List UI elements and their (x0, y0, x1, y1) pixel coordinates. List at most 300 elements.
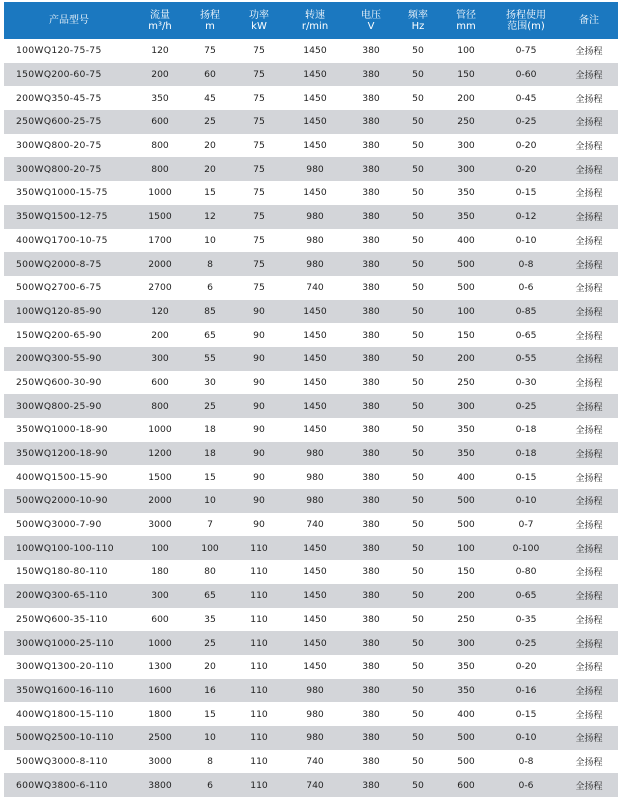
cell-diameter: 300 (457, 140, 475, 152)
cell-frequency: 50 (412, 234, 424, 246)
cell-note: 全扬程 (575, 426, 603, 437)
cell-model: 300WQ800-25-90 (16, 400, 102, 412)
cell-note: 全扬程 (575, 781, 603, 792)
cell-head: 12 (204, 211, 216, 223)
cell-power: 110 (250, 637, 268, 649)
cell-head: 6 (207, 779, 213, 791)
cell-note: 全扬程 (575, 47, 603, 58)
cell-voltage: 380 (362, 282, 380, 294)
cell-voltage: 380 (362, 329, 380, 341)
cell-model: 400WQ1500-15-90 (16, 471, 108, 483)
cell-head: 10 (204, 732, 216, 744)
cell-power: 110 (250, 566, 268, 578)
cell-speed: 1450 (303, 637, 327, 649)
cell-speed: 1450 (303, 376, 327, 388)
cell-head: 85 (204, 305, 216, 317)
cell-frequency: 50 (412, 376, 424, 388)
cell-speed: 1450 (303, 45, 327, 57)
cell-frequency: 50 (412, 424, 424, 436)
cell-head: 30 (204, 376, 216, 388)
cell-power: 75 (253, 69, 265, 81)
column-header-voltage: 电压 V (361, 9, 381, 32)
cell-model: 100WQ120-75-75 (16, 45, 102, 57)
cell-speed: 740 (306, 282, 324, 294)
cell-range: 0-15 (515, 187, 537, 199)
cell-head: 15 (204, 708, 216, 720)
cell-note: 全扬程 (575, 71, 603, 82)
header-row (4, 2, 618, 39)
cell-diameter: 100 (457, 305, 475, 317)
cell-head: 25 (204, 116, 216, 128)
cell-model: 300WQ800-20-75 (16, 163, 102, 175)
cell-range: 0-10 (515, 732, 537, 744)
cell-model: 250WQ600-30-90 (16, 376, 102, 388)
cell-voltage: 380 (362, 305, 380, 317)
cell-range: 0-65 (515, 590, 537, 602)
cell-flow: 600 (151, 376, 169, 388)
table-row (4, 205, 618, 229)
cell-head: 80 (204, 566, 216, 578)
cell-voltage: 380 (362, 661, 380, 673)
cell-speed: 980 (306, 732, 324, 744)
cell-model: 150WQ180-80-110 (16, 566, 108, 578)
cell-diameter: 100 (457, 45, 475, 57)
cell-note: 全扬程 (575, 165, 603, 176)
cell-speed: 1450 (303, 400, 327, 412)
cell-voltage: 380 (362, 779, 380, 791)
cell-model: 300WQ1000-25-110 (16, 637, 114, 649)
cell-diameter: 400 (457, 471, 475, 483)
cell-head: 100 (201, 542, 219, 554)
cell-note: 全扬程 (575, 450, 603, 461)
cell-model: 100WQ100-100-110 (16, 542, 114, 554)
cell-note: 全扬程 (575, 663, 603, 674)
cell-head: 65 (204, 329, 216, 341)
cell-frequency: 50 (412, 708, 424, 720)
cell-frequency: 50 (412, 755, 424, 767)
cell-head: 75 (204, 45, 216, 57)
cell-power: 90 (253, 400, 265, 412)
cell-frequency: 50 (412, 282, 424, 294)
table-row (4, 560, 618, 584)
cell-voltage: 380 (362, 400, 380, 412)
table-row (4, 608, 618, 632)
cell-speed: 1450 (303, 187, 327, 199)
cell-head: 10 (204, 495, 216, 507)
cell-frequency: 50 (412, 305, 424, 317)
cell-diameter: 500 (457, 495, 475, 507)
cell-speed: 1450 (303, 353, 327, 365)
cell-diameter: 400 (457, 234, 475, 246)
cell-model: 250WQ600-35-110 (16, 613, 108, 625)
cell-speed: 980 (306, 495, 324, 507)
cell-model: 200WQ300-55-90 (16, 353, 102, 365)
cell-head: 18 (204, 424, 216, 436)
cell-power: 90 (253, 519, 265, 531)
cell-frequency: 50 (412, 613, 424, 625)
table-row (4, 465, 618, 489)
cell-model: 500WQ3000-8-110 (16, 755, 108, 767)
cell-frequency: 50 (412, 684, 424, 696)
cell-frequency: 50 (412, 542, 424, 554)
cell-note: 全扬程 (575, 355, 603, 366)
pump-spec-table (4, 2, 618, 797)
cell-flow: 1000 (148, 187, 172, 199)
cell-voltage: 380 (362, 69, 380, 81)
cell-diameter: 350 (457, 661, 475, 673)
table-row (4, 39, 618, 63)
cell-range: 0-16 (515, 684, 537, 696)
cell-speed: 980 (306, 708, 324, 720)
table-row (4, 229, 618, 253)
cell-power: 110 (250, 755, 268, 767)
cell-flow: 200 (151, 329, 169, 341)
cell-diameter: 150 (457, 69, 475, 81)
cell-head: 8 (207, 755, 213, 767)
cell-range: 0-6 (518, 779, 534, 791)
cell-flow: 800 (151, 140, 169, 152)
cell-range: 0-25 (515, 400, 537, 412)
cell-speed: 1450 (303, 424, 327, 436)
cell-head: 45 (204, 92, 216, 104)
cell-frequency: 50 (412, 400, 424, 412)
cell-head: 7 (207, 519, 213, 531)
table-row (4, 323, 618, 347)
cell-diameter: 200 (457, 353, 475, 365)
cell-head: 55 (204, 353, 216, 365)
cell-head: 6 (207, 282, 213, 294)
cell-frequency: 50 (412, 258, 424, 270)
table-header (4, 2, 618, 39)
cell-model: 350WQ1000-18-90 (16, 424, 108, 436)
cell-note: 全扬程 (575, 757, 603, 768)
cell-frequency: 50 (412, 92, 424, 104)
cell-speed: 740 (306, 779, 324, 791)
table-row (4, 110, 618, 134)
cell-head: 8 (207, 258, 213, 270)
cell-speed: 740 (306, 519, 324, 531)
cell-power: 75 (253, 234, 265, 246)
cell-head: 10 (204, 234, 216, 246)
cell-range: 0-8 (518, 258, 534, 270)
cell-note: 全扬程 (575, 213, 603, 224)
table-row (4, 513, 618, 537)
cell-range: 0-20 (515, 661, 537, 673)
cell-power: 90 (253, 448, 265, 460)
cell-range: 0-12 (515, 211, 537, 223)
cell-voltage: 380 (362, 495, 380, 507)
cell-voltage: 380 (362, 566, 380, 578)
table-row (4, 584, 618, 608)
cell-speed: 980 (306, 448, 324, 460)
cell-model: 150WQ200-65-90 (16, 329, 102, 341)
cell-range: 0-20 (515, 140, 537, 152)
cell-voltage: 380 (362, 163, 380, 175)
cell-voltage: 380 (362, 424, 380, 436)
cell-power: 90 (253, 376, 265, 388)
cell-range: 0-6 (518, 282, 534, 294)
cell-diameter: 400 (457, 708, 475, 720)
cell-power: 90 (253, 471, 265, 483)
cell-flow: 1500 (148, 211, 172, 223)
cell-diameter: 350 (457, 684, 475, 696)
table-row (4, 157, 618, 181)
cell-flow: 200 (151, 69, 169, 81)
cell-speed: 980 (306, 234, 324, 246)
cell-note: 全扬程 (575, 497, 603, 508)
table-row (4, 134, 618, 158)
cell-voltage: 380 (362, 116, 380, 128)
cell-power: 75 (253, 163, 265, 175)
cell-flow: 2000 (148, 258, 172, 270)
cell-diameter: 150 (457, 566, 475, 578)
cell-range: 0-30 (515, 376, 537, 388)
cell-speed: 1450 (303, 116, 327, 128)
cell-speed: 1450 (303, 92, 327, 104)
cell-range: 0-85 (515, 305, 537, 317)
cell-frequency: 50 (412, 448, 424, 460)
cell-voltage: 380 (362, 519, 380, 531)
cell-frequency: 50 (412, 519, 424, 531)
cell-diameter: 500 (457, 282, 475, 294)
cell-model: 500WQ2000-10-90 (16, 495, 108, 507)
cell-model: 500WQ3000-7-90 (16, 519, 102, 531)
cell-voltage: 380 (362, 471, 380, 483)
cell-power: 110 (250, 732, 268, 744)
cell-range: 0-60 (515, 69, 537, 81)
cell-note: 全扬程 (575, 639, 603, 650)
cell-flow: 300 (151, 590, 169, 602)
cell-note: 全扬程 (575, 568, 603, 579)
cell-voltage: 380 (362, 376, 380, 388)
cell-range: 0-45 (515, 92, 537, 104)
cell-diameter: 500 (457, 755, 475, 767)
cell-power: 90 (253, 424, 265, 436)
cell-power: 110 (250, 542, 268, 554)
table-row (4, 418, 618, 442)
cell-flow: 100 (151, 542, 169, 554)
cell-power: 75 (253, 187, 265, 199)
cell-frequency: 50 (412, 353, 424, 365)
cell-range: 0-20 (515, 163, 537, 175)
cell-voltage: 380 (362, 613, 380, 625)
cell-head: 20 (204, 661, 216, 673)
cell-voltage: 380 (362, 140, 380, 152)
cell-range: 0-18 (515, 424, 537, 436)
cell-note: 全扬程 (575, 189, 603, 200)
cell-range: 0-100 (512, 542, 540, 554)
cell-diameter: 600 (457, 779, 475, 791)
cell-flow: 1200 (148, 448, 172, 460)
cell-flow: 1300 (148, 661, 172, 673)
cell-flow: 600 (151, 613, 169, 625)
column-header-range: 扬程使用 范围(m) (506, 9, 546, 32)
cell-range: 0-10 (515, 234, 537, 246)
column-header-head: 扬程 m (200, 9, 220, 32)
column-header-note: 备注 (579, 15, 599, 26)
cell-speed: 1450 (303, 542, 327, 554)
cell-power: 110 (250, 590, 268, 602)
cell-note: 全扬程 (575, 592, 603, 603)
cell-diameter: 350 (457, 187, 475, 199)
cell-frequency: 50 (412, 140, 424, 152)
cell-power: 75 (253, 211, 265, 223)
cell-frequency: 50 (412, 779, 424, 791)
cell-voltage: 380 (362, 542, 380, 554)
cell-range: 0-10 (515, 495, 537, 507)
cell-range: 0-25 (515, 637, 537, 649)
cell-voltage: 380 (362, 45, 380, 57)
cell-flow: 1700 (148, 234, 172, 246)
cell-power: 90 (253, 305, 265, 317)
cell-range: 0-8 (518, 755, 534, 767)
cell-note: 全扬程 (575, 260, 603, 271)
cell-flow: 300 (151, 353, 169, 365)
table-row (4, 276, 618, 300)
cell-model: 300WQ800-20-75 (16, 140, 102, 152)
cell-range: 0-80 (515, 566, 537, 578)
cell-frequency: 50 (412, 566, 424, 578)
cell-note: 全扬程 (575, 378, 603, 389)
cell-range: 0-7 (518, 519, 534, 531)
cell-power: 90 (253, 353, 265, 365)
cell-head: 15 (204, 471, 216, 483)
cell-diameter: 250 (457, 116, 475, 128)
cell-model: 350WQ1200-18-90 (16, 448, 108, 460)
table-row (4, 655, 618, 679)
cell-note: 全扬程 (575, 331, 603, 342)
cell-speed: 1450 (303, 305, 327, 317)
cell-speed: 1450 (303, 69, 327, 81)
table-row (4, 300, 618, 324)
cell-speed: 980 (306, 471, 324, 483)
cell-note: 全扬程 (575, 686, 603, 697)
cell-model: 300WQ1300-20-110 (16, 661, 114, 673)
cell-frequency: 50 (412, 661, 424, 673)
cell-power: 90 (253, 329, 265, 341)
cell-head: 18 (204, 448, 216, 460)
cell-note: 全扬程 (575, 521, 603, 532)
cell-model: 150WQ200-60-75 (16, 69, 102, 81)
cell-voltage: 380 (362, 637, 380, 649)
cell-note: 全扬程 (575, 402, 603, 413)
cell-frequency: 50 (412, 495, 424, 507)
cell-speed: 1450 (303, 566, 327, 578)
cell-voltage: 380 (362, 755, 380, 767)
cell-diameter: 500 (457, 258, 475, 270)
cell-head: 20 (204, 163, 216, 175)
cell-flow: 1800 (148, 708, 172, 720)
cell-model: 500WQ2000-8-75 (16, 258, 102, 270)
cell-diameter: 250 (457, 613, 475, 625)
cell-model: 500WQ2700-6-75 (16, 282, 102, 294)
cell-head: 16 (204, 684, 216, 696)
cell-model: 250WQ600-25-75 (16, 116, 102, 128)
column-header-power: 功率 kW (249, 9, 269, 32)
cell-flow: 1500 (148, 471, 172, 483)
cell-head: 35 (204, 613, 216, 625)
cell-power: 75 (253, 116, 265, 128)
cell-diameter: 250 (457, 376, 475, 388)
cell-note: 全扬程 (575, 615, 603, 626)
cell-power: 75 (253, 92, 265, 104)
cell-diameter: 200 (457, 92, 475, 104)
table-body (4, 39, 618, 797)
column-header-model: 产品型号 (49, 15, 89, 26)
cell-flow: 800 (151, 400, 169, 412)
cell-frequency: 50 (412, 116, 424, 128)
cell-diameter: 500 (457, 732, 475, 744)
column-header-diameter: 管径 mm (456, 9, 476, 32)
cell-speed: 740 (306, 755, 324, 767)
cell-range: 0-65 (515, 329, 537, 341)
cell-flow: 2000 (148, 495, 172, 507)
table-row (4, 536, 618, 560)
cell-head: 25 (204, 637, 216, 649)
cell-note: 全扬程 (575, 94, 603, 105)
table-row (4, 679, 618, 703)
cell-voltage: 380 (362, 353, 380, 365)
cell-speed: 1450 (303, 590, 327, 602)
cell-range: 0-75 (515, 45, 537, 57)
cell-flow: 600 (151, 116, 169, 128)
cell-voltage: 380 (362, 732, 380, 744)
cell-power: 110 (250, 613, 268, 625)
cell-frequency: 50 (412, 590, 424, 602)
cell-flow: 350 (151, 92, 169, 104)
cell-flow: 1000 (148, 424, 172, 436)
cell-model: 350WQ1500-12-75 (16, 211, 108, 223)
cell-model: 600WQ3800-6-110 (16, 779, 108, 791)
cell-model: 500WQ2500-10-110 (16, 732, 114, 744)
cell-note: 全扬程 (575, 544, 603, 555)
cell-voltage: 380 (362, 684, 380, 696)
cell-note: 全扬程 (575, 710, 603, 721)
cell-power: 75 (253, 45, 265, 57)
table-row (4, 252, 618, 276)
column-header-frequency: 频率 Hz (408, 9, 428, 32)
cell-power: 110 (250, 684, 268, 696)
cell-diameter: 300 (457, 637, 475, 649)
column-header-flow: 流量 m³/h (148, 9, 172, 32)
table-row (4, 631, 618, 655)
cell-frequency: 50 (412, 163, 424, 175)
cell-frequency: 50 (412, 637, 424, 649)
cell-note: 全扬程 (575, 118, 603, 129)
cell-range: 0-25 (515, 116, 537, 128)
cell-voltage: 380 (362, 590, 380, 602)
table-row (4, 726, 618, 750)
cell-note: 全扬程 (575, 284, 603, 295)
cell-head: 60 (204, 69, 216, 81)
cell-diameter: 150 (457, 329, 475, 341)
cell-diameter: 100 (457, 542, 475, 554)
cell-flow: 2700 (148, 282, 172, 294)
cell-flow: 3000 (148, 519, 172, 531)
cell-voltage: 380 (362, 211, 380, 223)
cell-speed: 980 (306, 211, 324, 223)
cell-power: 110 (250, 779, 268, 791)
cell-diameter: 300 (457, 163, 475, 175)
cell-voltage: 380 (362, 187, 380, 199)
cell-frequency: 50 (412, 732, 424, 744)
table-row (4, 773, 618, 797)
cell-frequency: 50 (412, 45, 424, 57)
cell-note: 全扬程 (575, 236, 603, 247)
cell-head: 65 (204, 590, 216, 602)
table-row (4, 750, 618, 774)
cell-power: 75 (253, 258, 265, 270)
